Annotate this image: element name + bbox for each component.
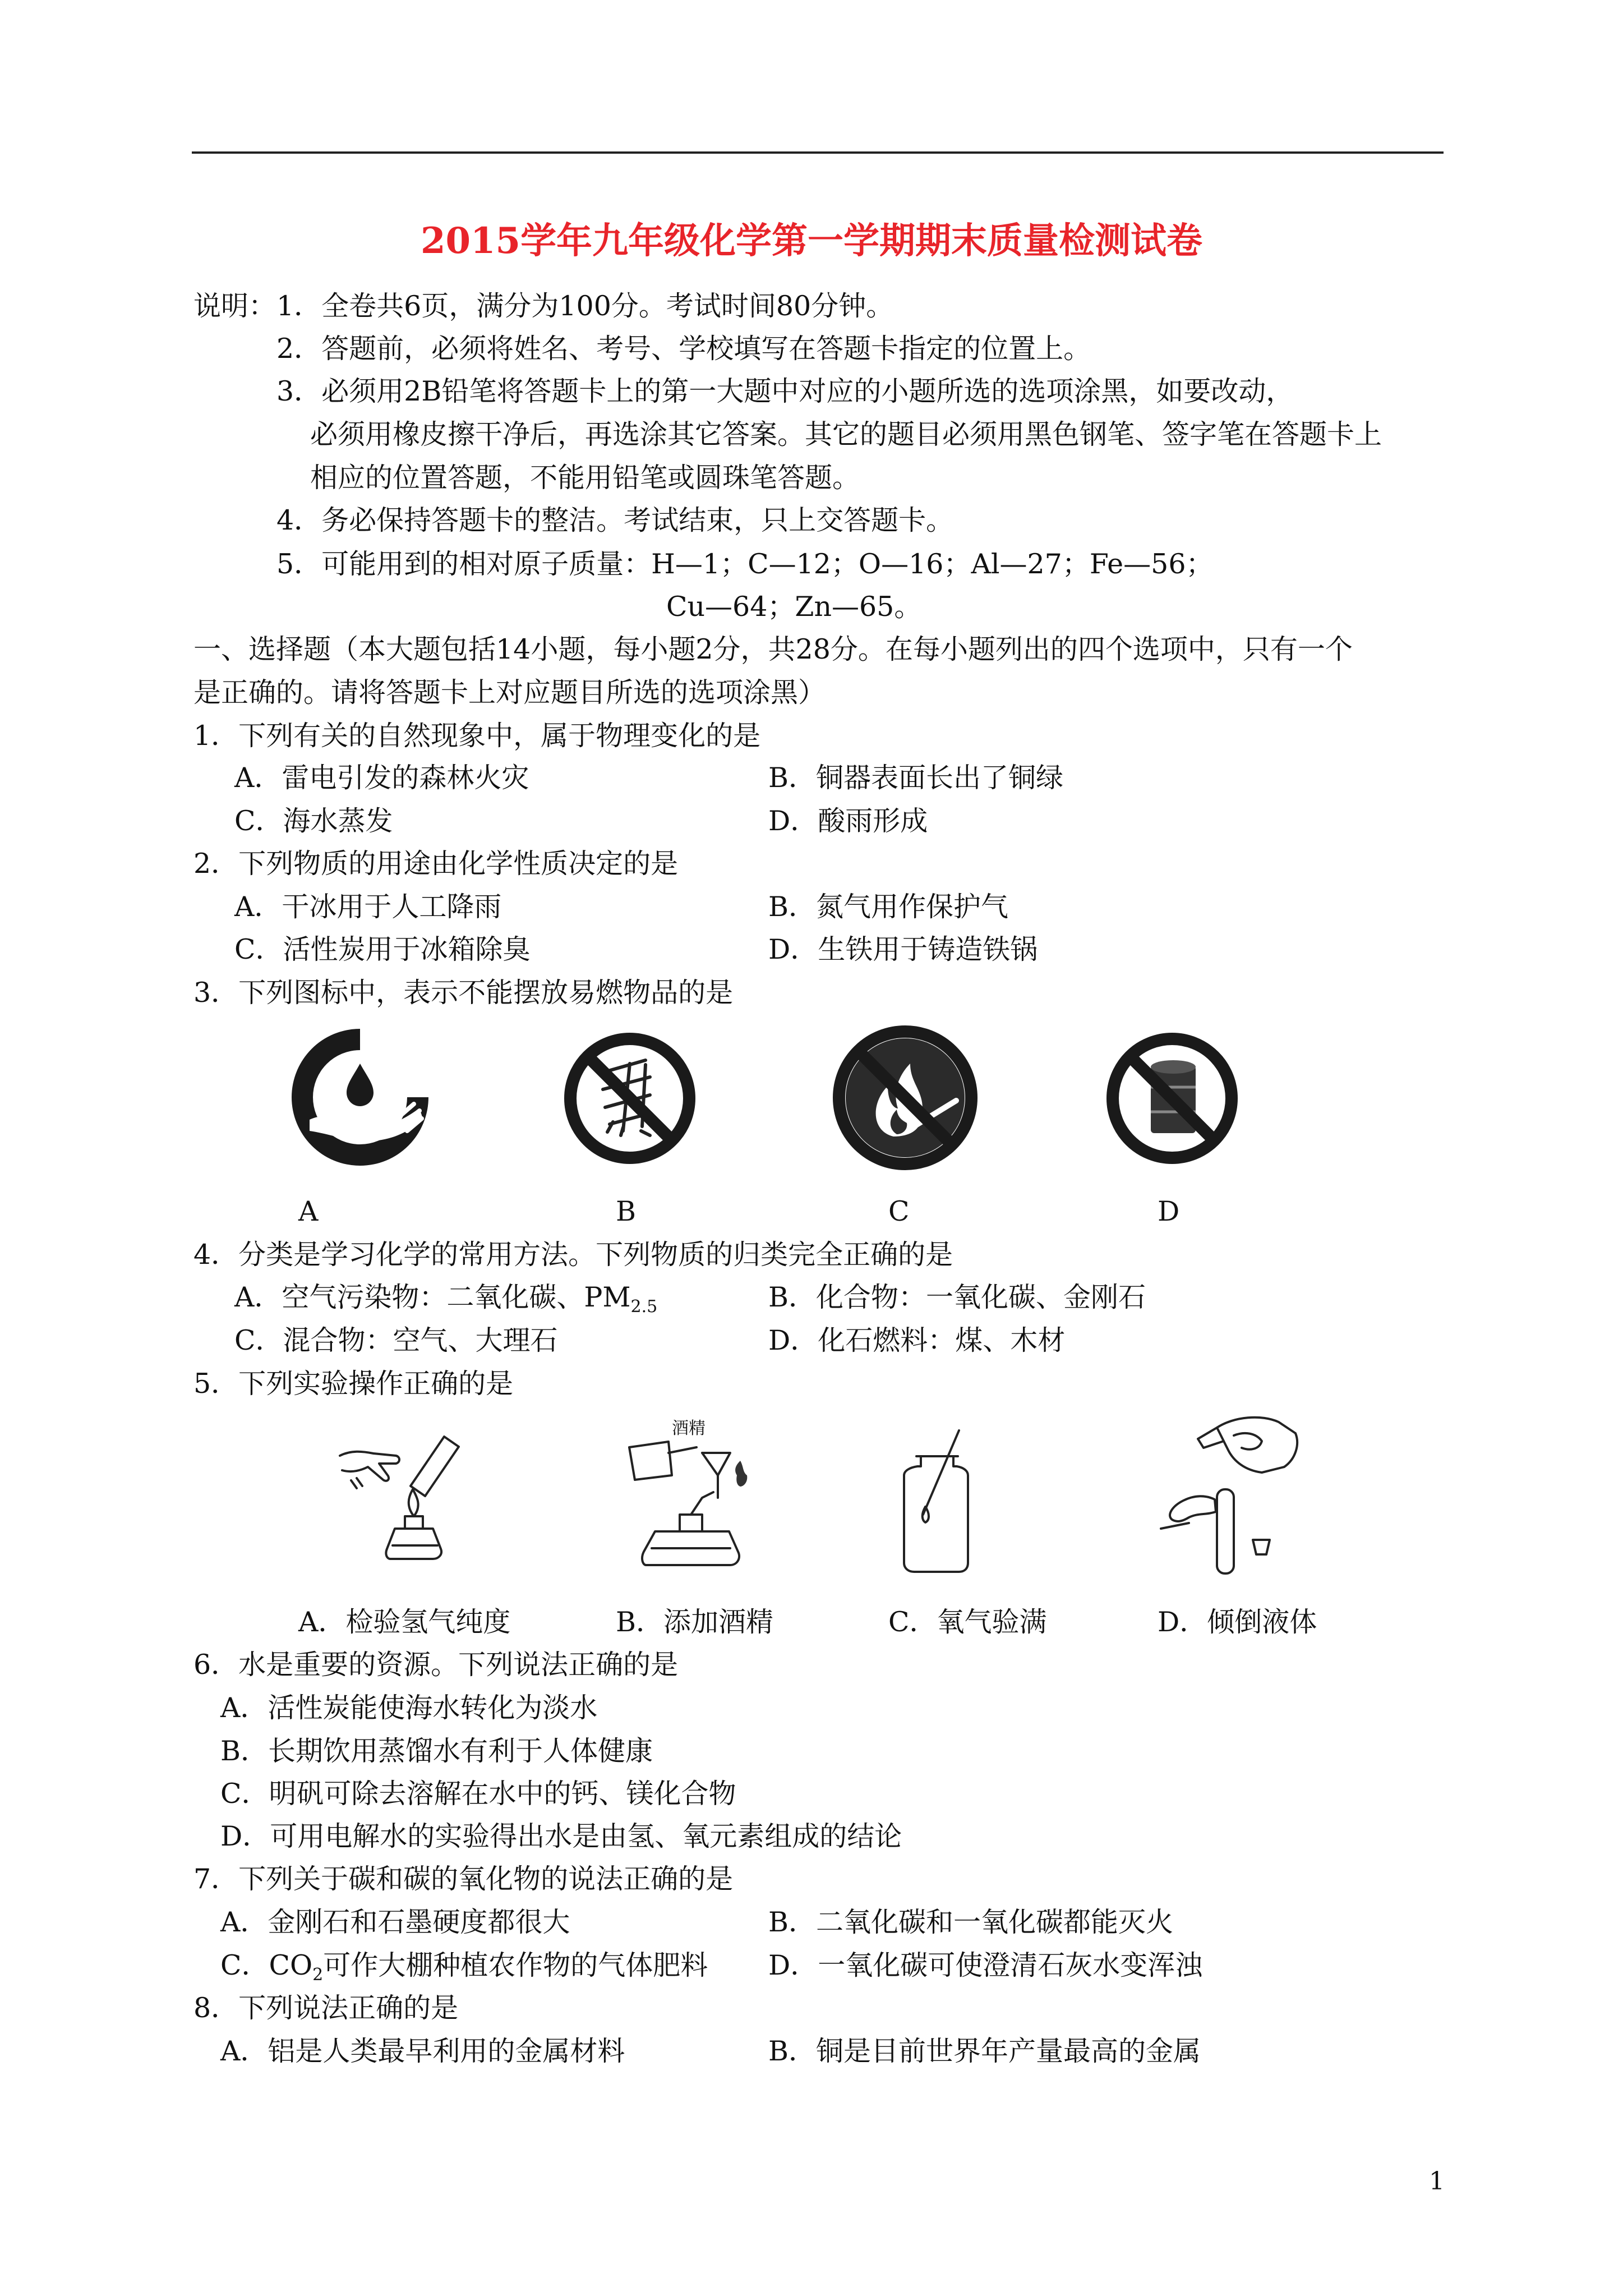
- option-c-subscript: 2: [312, 1965, 324, 1985]
- option-c-text-cont: 可作大棚种植农作物的气体肥料: [323, 1949, 708, 1981]
- option-d: D．化石燃料：煤、木材: [768, 1324, 1066, 1356]
- instruction-item: 5．可能用到的相对原子质量：H—1；C—12；O—16；Al—27；Fe—56；: [276, 548, 1214, 580]
- header-rule: [192, 151, 1444, 154]
- question-stem: 8．下列说法正确的是: [193, 1992, 459, 2024]
- instruction-item: 2．答题前，必须将姓名、考号、学校填写在答题卡指定的位置上。: [276, 333, 1091, 365]
- question-stem: 5．下列实验操作正确的是: [193, 1368, 514, 1400]
- instructions-label: 说明：: [193, 290, 276, 322]
- option-b: B．铜是目前世界年产量最高的金属: [768, 2035, 1201, 2067]
- question-stem: 1．下列有关的自然现象中，属于物理变化的是: [193, 720, 761, 752]
- hydrogen-purity-test-icon: [334, 1422, 491, 1585]
- option-b: B．氮气用作保护气: [768, 891, 1009, 923]
- option-a: A．铝是人类最早利用的金属材料: [220, 2035, 625, 2067]
- no-flammable-drum-sign-icon: [1105, 1031, 1239, 1166]
- option-b: B．铜器表面长出了铜绿: [768, 762, 1064, 794]
- oxygen-full-check-icon: [892, 1430, 981, 1576]
- option-a: A．金刚石和石墨硬度都很大: [220, 1906, 570, 1938]
- instruction-item: 1．全卷共6页，满分为100分。考试时间80分钟。: [276, 290, 894, 322]
- experiment-label-c: C．氧气验满: [888, 1606, 1047, 1638]
- sign-label-c: C: [888, 1195, 910, 1227]
- option-b: B．长期饮用蒸馏水有利于人体健康: [220, 1735, 653, 1767]
- option-c: C．海水蒸发: [234, 805, 393, 837]
- question-stem: 3．下列图标中，表示不能摆放易燃物品的是: [193, 977, 734, 1009]
- option-d: D．酸雨形成: [768, 805, 928, 837]
- instruction-item: 3．必须用2B铅笔将答题卡上的第一大题中对应的小题所选的选项涂黑，如要改动，: [276, 375, 1294, 407]
- option-b: B．二氧化碳和一氧化碳都能灭火: [768, 1906, 1174, 1938]
- instruction-item: Cu—64；Zn—65。: [666, 591, 922, 623]
- option-a: [234, 1281, 657, 1324]
- option-c: C．明矾可除去溶解在水中的钙、镁化合物: [220, 1778, 736, 1810]
- question-stem: 4．分类是学习化学的常用方法。下列物质的归类完全正确的是: [193, 1239, 953, 1271]
- option-a: A．干冰用于人工降雨: [234, 891, 502, 923]
- experiment-label-d: D．倾倒液体: [1158, 1606, 1317, 1638]
- option-a-text: A．空气污染物：二氧化碳、PM: [234, 1281, 631, 1313]
- instruction-item: 4．务必保持答题卡的整洁。考试结束，只上交答题卡。: [276, 504, 954, 536]
- instruction-item: 必须用橡皮擦干净后，再选涂其它答案。其它的题目必须用黑色钢笔、签字笔在答题卡上: [310, 418, 1382, 450]
- section-heading: 是正确的。请将答题卡上对应题目所选的选项涂黑）: [193, 677, 826, 708]
- option-d: D．一氧化碳可使澄清石灰水变浑浊: [768, 1949, 1203, 1981]
- sign-label-d: D: [1158, 1195, 1180, 1227]
- option-a: A．活性炭能使海水转化为淡水: [220, 1692, 598, 1724]
- experiment-label-a: A．检验氢气纯度: [298, 1606, 511, 1638]
- alcohol-bottle-label: 酒精: [672, 1419, 706, 1438]
- option-c: [220, 1949, 708, 1992]
- page-title: 2015学年九年级化学第一学期期末质量检测试卷: [420, 220, 1203, 262]
- sign-label-a: A: [298, 1195, 319, 1227]
- sign-label-b: B: [616, 1195, 637, 1227]
- option-c: C．活性炭用于冰箱除臭: [234, 933, 531, 965]
- option-b: B．化合物：一氧化碳、金刚石: [768, 1281, 1146, 1313]
- option-c: C．混合物：空气、大理石: [234, 1324, 558, 1356]
- question-stem: 7．下列关于碳和碳的氧化物的说法正确的是: [193, 1863, 734, 1895]
- option-a: A．雷电引发的森林火灾: [234, 762, 529, 794]
- option-d: D．可用电解水的实验得出水是由氢、氧元素组成的结论: [220, 1820, 902, 1852]
- question-stem: 2．下列物质的用途由化学性质决定的是: [193, 848, 679, 880]
- page-number: 1: [1429, 2167, 1445, 2196]
- question-stem: 6．水是重要的资源。下列说法正确的是: [193, 1649, 679, 1681]
- option-a-subscript: 2.5: [630, 1297, 658, 1317]
- water-saving-icon: [287, 1024, 433, 1170]
- add-alcohol-lamp-icon: [618, 1414, 764, 1588]
- no-fire-sign-icon: [832, 1024, 979, 1171]
- option-d: D．生铁用于铸造铁锅: [768, 933, 1038, 965]
- pour-liquid-icon: [1150, 1405, 1312, 1590]
- instruction-item: 相应的位置答题，不能用铅笔或圆珠笔答题。: [310, 462, 860, 494]
- no-firewood-sign-icon: [562, 1031, 697, 1166]
- option-c-text: C．CO: [220, 1949, 313, 1981]
- section-heading: 一、选择题（本大题包括14小题，每小题2分，共28分。在每小题列出的四个选项中，只有一个: [193, 633, 1353, 665]
- experiment-label-b: B．添加酒精: [616, 1606, 774, 1638]
